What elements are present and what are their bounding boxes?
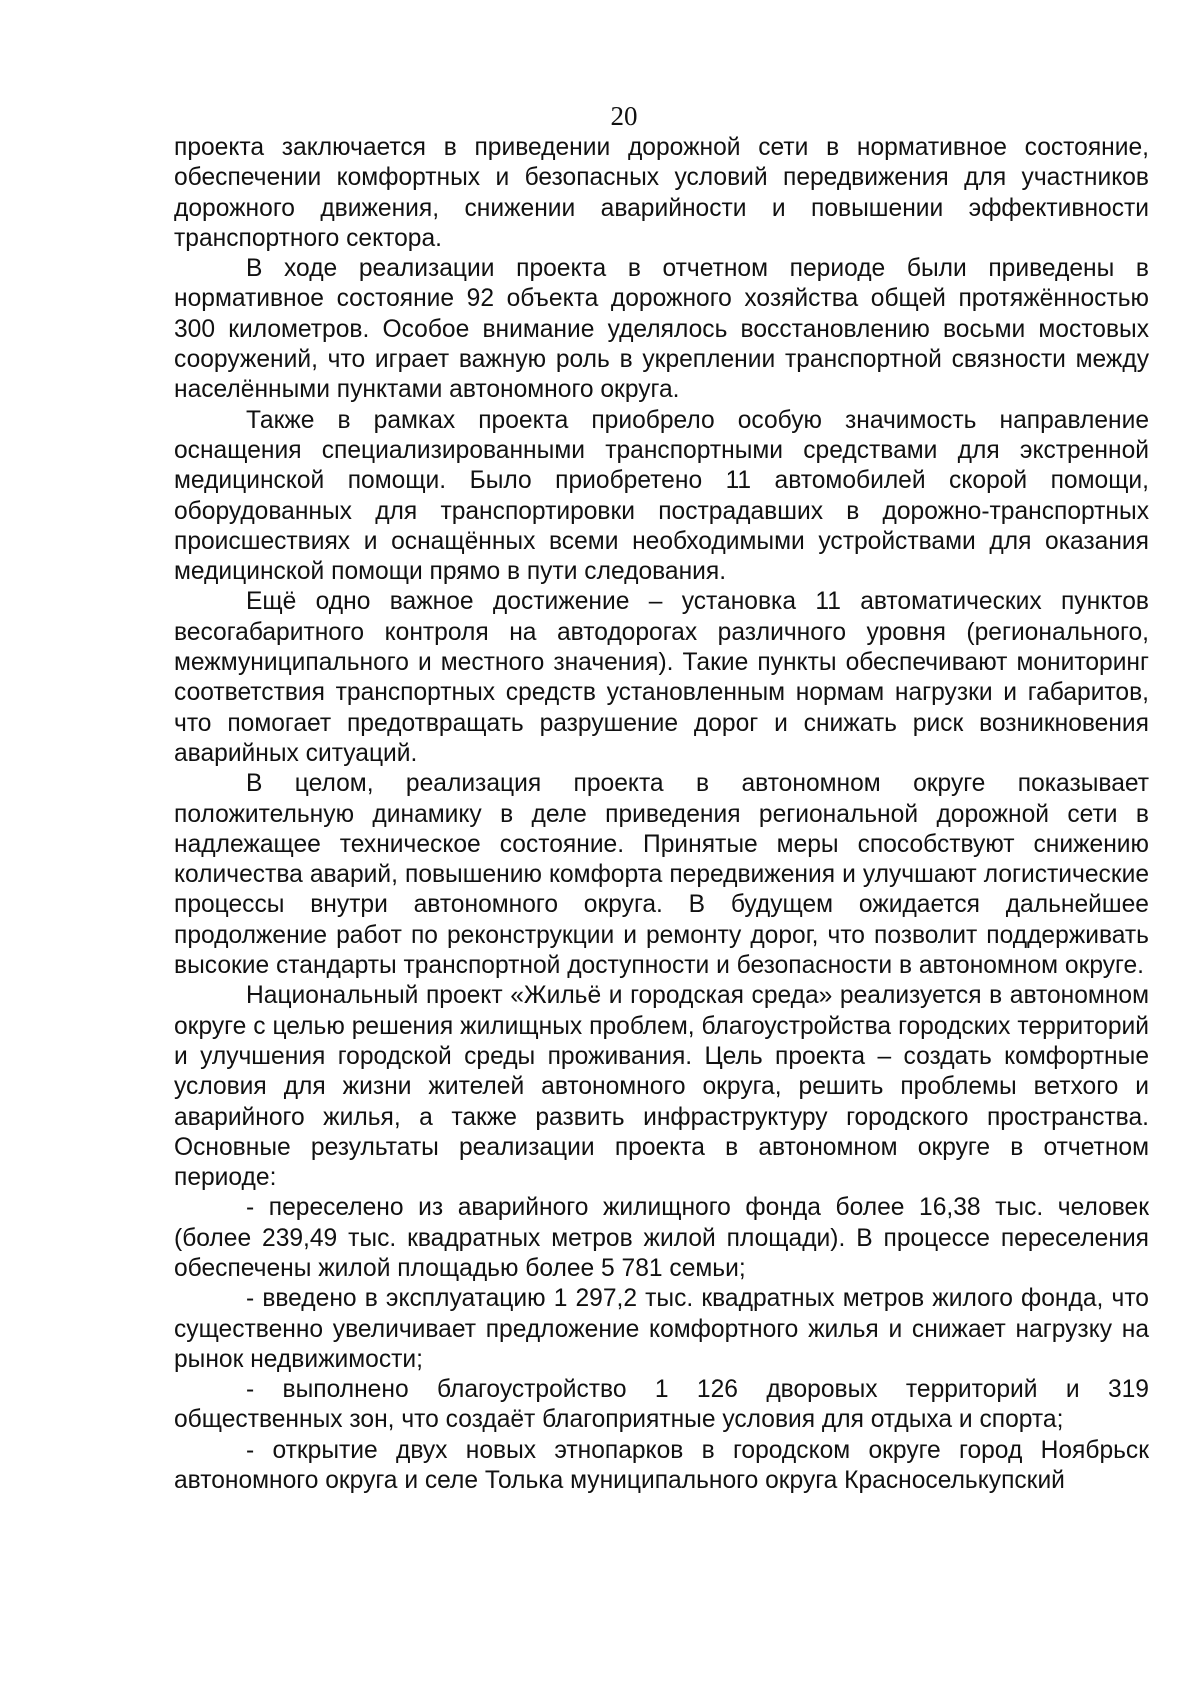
list-item-housing-commissioned: - введено в эксплуатацию 1 297,2 тыс. квадратных метров жилого фонда, что существенно увеличивает предложение комфортного жилья и снижает нагрузку на рынок недвижимости;	[174, 1285, 1149, 1373]
paragraph-continuation: проекта заключается в приведении дорожной сети в нормативное состояние, обеспечении комфортных и безопасных условий передвижения для участников дорожного движения, снижении аварийности и повышении эффективности транспортного сектора.	[174, 134, 1149, 252]
paragraph-housing-project: Национальный проект «Жильё и городская среда» реализуется в автономном округе с целью решения жилищных проблем, благоустройства городских территорий и улучшения городской среды проживания. Цель проекта – создать комфортные условия для жизни жителей автономного округа, решить проблемы ветхого и аварийного жилья, а также развить инфраструктуру городского пространства. Основные результаты реализации проекта в автономном округе в отчетном периоде:	[174, 982, 1149, 1192]
list-item-landscaping: - выполнено благоустройство 1 126 дворовых территорий и 319 общественных зон, что создаёт благоприятные условия для отдыха и спорта;	[174, 1376, 1149, 1434]
list-item-ethnoparks: - открытие двух новых этнопарков в городском округе город Ноябрьск автономного округа и селе Толька муниципального округа Красноселькупский	[174, 1436, 1149, 1495]
list-item-resettlement: - переселено из аварийного жилищного фонда более 16,38 тыс. человек (более 239,49 тыс. квадратных метров жилой площади). В процессе переселения обеспечены жилой площадью более 5 781 семьи;	[174, 1194, 1149, 1282]
paragraph-ambulances: Также в рамках проекта приобрело особую значимость направление оснащения специализированными транспортными средствами для экстренной медицинской помощи. Было приобретено 11 автомобилей скорой помощи, оборудованных для транспортировки пострадавших в дорожно-транспортных происшествиях и оснащённых всеми необходимыми устройствами для оказания медицинской помощи прямо в пути следования.	[174, 406, 1149, 586]
paragraph-summary: В целом, реализация проекта в автономном округе показывает положительную динамику в деле приведения региональной дорожной сети в надлежащее техническое состояние. Принятые меры способствуют снижению количества аварий, повышению комфорта передвижения и улучшают логистические процессы внутри автономного округа. В будущем ожидается дальнейшее продолжение работ по реконструкции и ремонту дорог, что позволит поддерживать высокие стандарты транспортной доступности и безопасности в автономном округе.	[174, 770, 1149, 980]
page-number: 20	[610, 101, 638, 131]
paragraph-road-network: В ходе реализации проекта в отчетном периоде были приведены в нормативное состояние 92 объекта дорожного хозяйства общей протяжённостью 300 километров. Особое внимание уделялось восстановлению восьми мостовых сооружений, что играет важную роль в укреплении транспортной связности между населёнными пунктами автономного округа.	[174, 255, 1149, 404]
paragraph-weight-control: Ещё одно важное достижение – установка 11 автоматических пунктов весогабаритного контроля на автодорогах различного уровня (регионального, межмуниципального и местного значения). Такие пункты обеспечивают мониторинг соответствия транспортных средств установленным нормам нагрузки и габаритов, что помогает предотвращать разрушение дорог и снижать риск возникновения аварийных ситуаций.	[174, 588, 1149, 767]
document-body	[174, 133, 1149, 1496]
